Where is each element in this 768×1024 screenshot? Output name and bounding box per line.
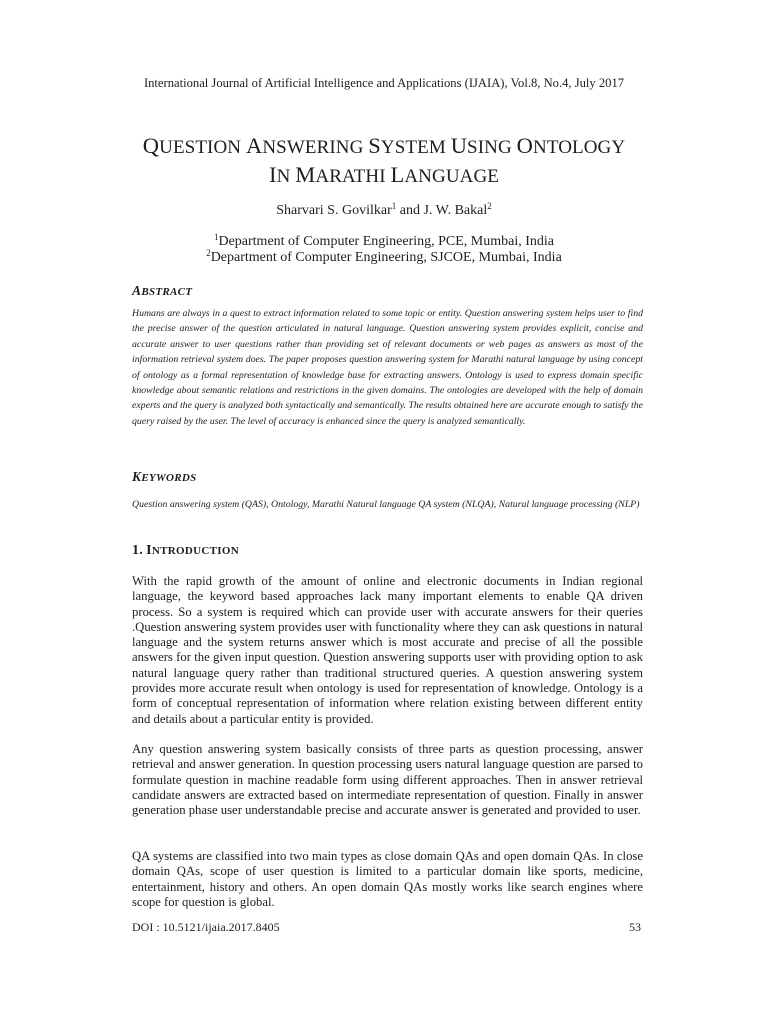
title-word-cap: Q bbox=[142, 133, 160, 158]
title-line-1 bbox=[0, 132, 768, 161]
title-word-rest: N bbox=[276, 166, 291, 187]
heading-rest: BSTRACT bbox=[141, 286, 193, 298]
body-paragraph: QA systems are classified into two main types as close domain QAs and open domain QAs. In close domain QAs, scope of user question is limited to a particular domain like sports, medicine, entertainment, history and others. An open domain QAs mostly works like search engines where scope for question is global. bbox=[132, 849, 643, 909]
title-word-cap: A bbox=[246, 133, 263, 158]
title-word-rest: UESTION bbox=[159, 137, 242, 158]
affiliation-marker: 1 bbox=[391, 201, 397, 211]
introduction-heading bbox=[132, 543, 239, 559]
heading-rest: NTRODUCTION bbox=[151, 545, 239, 557]
affiliation bbox=[0, 234, 768, 250]
author-name: Sharvari S. Govilkar bbox=[276, 203, 392, 218]
affiliation-list bbox=[0, 234, 768, 266]
affiliation-marker: 2 bbox=[206, 248, 211, 258]
title-word-rest: NTOLOGY bbox=[533, 137, 626, 158]
title-word-cap: M bbox=[295, 162, 316, 187]
keywords-heading bbox=[132, 469, 197, 485]
title-word-rest: ANGUAGE bbox=[404, 166, 499, 187]
title-line-2 bbox=[0, 161, 768, 190]
title-word-cap: S bbox=[368, 133, 381, 158]
affiliation-marker: 1 bbox=[213, 232, 219, 242]
body-paragraph: With the rapid growth of the amount of online and electronic documents in Indian regional language, the keyword based approaches lack many important elements to enable QA driven process. So a system is required which can provide user with accurate answers for their queries .Question answering system provides user with functionality where they can ask questions in natural language and the system returns answer which is most accurate and precise of all the possible answers for the given input question. Question answering supports user with providing option to ask natural language query rather than traditional structured queries. A question answering system provides more accurate result when ontology is used for representation of knowledge. Ontology is a form of conceptual representation of information where relation existing between different entity and details about a particular entity is provided. bbox=[132, 574, 643, 726]
affiliation bbox=[0, 250, 768, 266]
title-word-cap: I bbox=[268, 162, 277, 187]
keywords-body: Question answering system (QAS), Ontology, Marathi Natural language QA system (NLQA), Natural language processing (NLP) bbox=[132, 499, 640, 510]
heading-cap: I bbox=[146, 543, 152, 558]
footer-doi: DOI : 10.5121/ijaia.2017.8405 bbox=[132, 920, 280, 934]
affiliation-marker: 2 bbox=[487, 201, 492, 211]
page-number: 53 bbox=[629, 920, 641, 934]
author-name: J. W. Bakal bbox=[423, 203, 488, 218]
heading-cap: K bbox=[132, 469, 142, 484]
title-word-rest: SING bbox=[467, 137, 512, 158]
body-paragraph: Any question answering system basically consists of three parts as question processing, answer retrieval and answer generation. In question processing users natural language question are parsed to formulate question in machine readable form using different approaches. Then in answer retrieval candidate answers are extracted based on intermediate representation of question. Finally in answer generation phase user understandable precise and accurate answer is generated and provided to user. bbox=[132, 742, 643, 818]
paper-title bbox=[0, 132, 768, 190]
heading-rest: EYWORDS bbox=[141, 472, 197, 484]
abstract-body: Humans are always in a quest to extract information related to some topic or entity. Question answering system helps user to find the precise answer of the question articulated in natural language. Question answering system provides explicit, concise and accurate answer to user questions rather than providing set of relevant documents or web pages as answers as most of the information retrieval system does. The paper proposes question answering system for Marathi natural language by using concept of ontology as a formal representation of knowledge base for extracting answers. Ontology is used to express domain specific knowledge about semantic relations and restrictions in the given domains. The ontologies are developed with the help of domain experts and the query is analyzed both syntactically and semantically. The results obtained here are accurate enough to satisfy the query raised by the user. The level of accuracy is enhanced since the query is analyzed semantically. bbox=[132, 308, 643, 427]
journal-header: International Journal of Artificial Intelligence and Applications (IJAIA), Vol.8, No.4, July 2017 bbox=[143, 76, 625, 90]
title-word-cap: L bbox=[390, 162, 405, 187]
author-list bbox=[0, 203, 768, 219]
affiliation-text: Department of Computer Engineering, SJCOE, Mumbai, India bbox=[210, 250, 562, 265]
abstract-heading bbox=[132, 283, 192, 299]
section-number: 1. bbox=[132, 543, 144, 558]
heading-cap: A bbox=[132, 283, 142, 298]
author-connector: and bbox=[399, 203, 420, 218]
title-word-rest: YSTEM bbox=[380, 137, 446, 158]
title-word-rest: NSWERING bbox=[262, 137, 364, 158]
affiliation-text: Department of Computer Engineering, PCE, Mumbai, India bbox=[218, 234, 555, 249]
title-word-cap: U bbox=[450, 133, 468, 158]
title-word-rest: ARATHI bbox=[315, 166, 386, 187]
title-word-cap: O bbox=[516, 133, 534, 158]
